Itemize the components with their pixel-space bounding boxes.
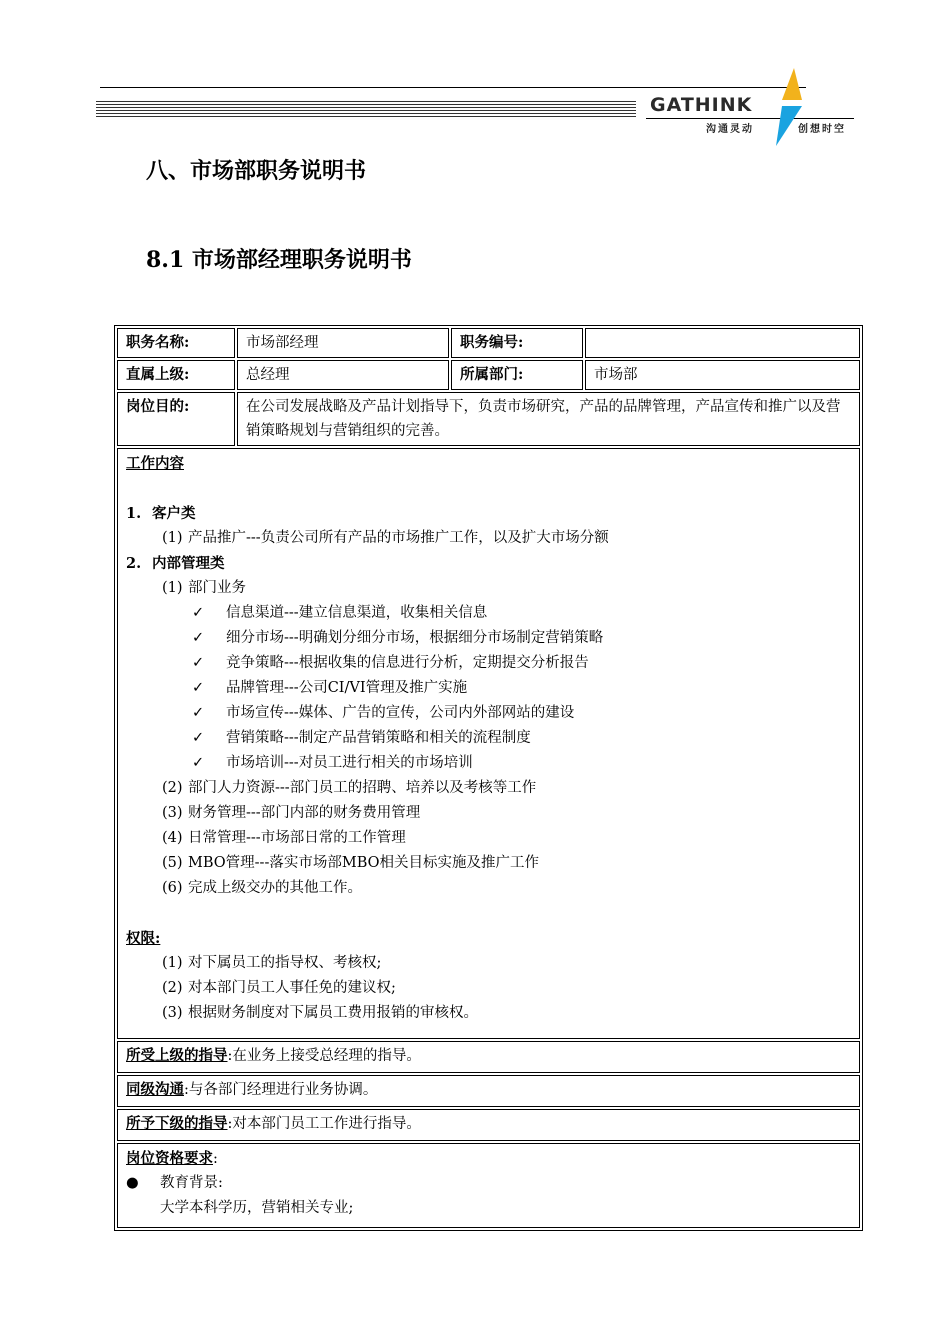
- table-row: [117, 1041, 860, 1073]
- page-title: 八、市场部职务说明书: [146, 158, 367, 184]
- position-name-value: 市场部经理: [237, 328, 449, 358]
- logo-slogan-left: 沟通灵动: [706, 124, 754, 135]
- category-internal: 2. 内部管理类: [126, 555, 225, 572]
- department-label: 所属部门:: [451, 360, 583, 390]
- list-item: (1) 对下属员工的指导权、考核权;: [162, 955, 382, 971]
- purpose-text: 在公司发展战略及产品计划指导下，负责市场研究，产品的品牌管理，产品宣传和推广以及营销策略规划与营销组织的完善。: [237, 392, 860, 446]
- page-subtitle: 8.1 市场部经理职务说明书: [146, 247, 412, 273]
- list-item: (3) 财务管理---部门内部的财务费用管理: [162, 805, 421, 821]
- check-icon: ✓: [192, 730, 205, 746]
- list-item: (2) 部门人力资源---部门员工的招聘、培养以及考核等工作: [162, 780, 537, 796]
- check-icon: ✓: [192, 655, 205, 671]
- check-item: ✓ 市场宣传---媒体、广告的宣传，公司内外部网站的建设: [126, 701, 851, 726]
- list-item: (5) MBO管理---落实市场部MBO相关目标实施及推广工作: [162, 855, 540, 871]
- qualification-cell: 岗位资格要求: ● 教育背景: 大学本科学历，营销相关专业;: [117, 1143, 860, 1228]
- check-item: ✓ 细分市场---明确划分细分市场，根据细分市场制定营销策略: [126, 626, 851, 651]
- check-item: ✓ 竞争策略---根据收集的信息进行分析，定期提交分析报告: [126, 651, 851, 676]
- logo-brand: GATHINK: [650, 94, 753, 116]
- header-stripes: [96, 101, 636, 117]
- authority-heading: 权限:: [126, 930, 161, 947]
- position-name-label: 职务名称:: [117, 328, 235, 358]
- list-item: (6) 完成上级交办的其他工作。: [162, 880, 362, 896]
- position-code-label: 职务编号:: [451, 328, 583, 358]
- list-item: (1) 产品推广---负责公司所有产品的市场推广工作，以及扩大市场分额: [162, 530, 609, 546]
- list-item: (2) 对本部门员工人事任免的建议权;: [162, 980, 396, 996]
- table-row: [117, 448, 860, 1039]
- table-row: [117, 1143, 860, 1228]
- check-icon: ✓: [192, 605, 205, 621]
- check-item: ✓ 市场培训---对员工进行相关的市场培训: [126, 751, 851, 776]
- check-icon: ✓: [192, 705, 205, 721]
- check-item: ✓ 信息渠道---建立信息渠道，收集相关信息: [126, 601, 851, 626]
- subordinate-guidance: 所予下级的指导:对本部门员工工作进行指导。: [117, 1109, 860, 1141]
- work-content-heading: 工作内容: [126, 455, 184, 472]
- direct-superior-value: 总经理: [237, 360, 449, 390]
- table-row: [117, 360, 860, 390]
- category-customer: 1. 客户类: [126, 505, 196, 522]
- check-icon: ✓: [192, 680, 205, 696]
- education-text: 大学本科学历，营销相关专业;: [160, 1200, 354, 1216]
- table-row: [117, 1109, 860, 1141]
- table-row: [117, 328, 860, 358]
- logo-slogan-right: 创想时空: [798, 124, 846, 135]
- check-item: ✓ 营销策略---制定产品营销策略和相关的流程制度: [126, 726, 851, 751]
- work-content-cell: [117, 448, 860, 1039]
- table-row: [117, 1075, 860, 1107]
- peer-communication: 同级沟通:与各部门经理进行业务协调。: [117, 1075, 860, 1107]
- list-item: (4) 日常管理---市场部日常的工作管理: [162, 830, 406, 846]
- qualification-label: 岗位资格要求: [126, 1150, 213, 1167]
- check-item: ✓ 品牌管理---公司CI/VI管理及推广实施: [126, 676, 851, 701]
- check-icon: ✓: [192, 755, 205, 771]
- list-item: (1) 部门业务: [162, 580, 246, 596]
- check-icon: ✓: [192, 630, 205, 646]
- direct-superior-label: 直属上级:: [117, 360, 235, 390]
- superior-guidance: 所受上级的指导:在业务上接受总经理的指导。: [117, 1041, 860, 1073]
- gathink-logo: [646, 66, 860, 146]
- department-value: 市场部: [585, 360, 860, 390]
- table-row: [117, 392, 860, 446]
- list-item: (3) 根据财务制度对下属员工费用报销的审核权。: [162, 1005, 478, 1021]
- education-title: 教育背景:: [160, 1175, 223, 1191]
- position-code-value: [585, 328, 860, 358]
- job-description-table: [114, 325, 863, 1231]
- purpose-label: 岗位目的:: [117, 392, 235, 446]
- bullet-icon: ●: [126, 1175, 139, 1191]
